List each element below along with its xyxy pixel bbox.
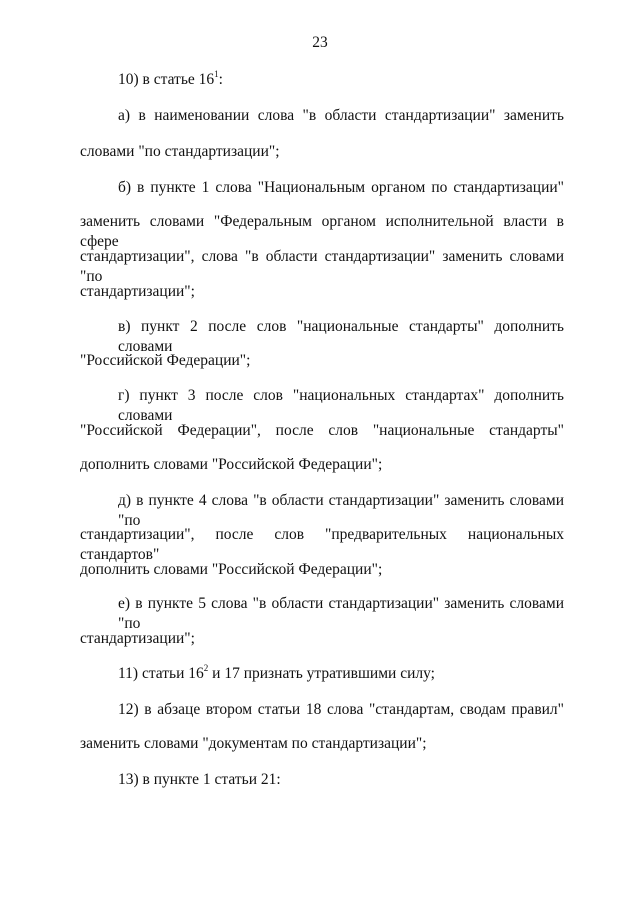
item-11-rest: и 17 признать утратившими силу; (208, 665, 435, 682)
item-10 (118, 70, 223, 90)
subitem-b-line-3: стандартизации", слова "в области стандартизации" заменить словами "по (80, 248, 564, 285)
item-12-line-1: 12) в абзаце втором статьи 18 слова "стандартам, сводам правил" (118, 701, 564, 718)
subitem-d-line-3: дополнить словами "Российской Федерации"; (80, 561, 383, 578)
item-10-colon: : (218, 71, 223, 88)
item-11 (118, 664, 435, 684)
subitem-b-line-4: стандартизации"; (80, 283, 195, 300)
item-10-superscript: 1 (214, 69, 219, 79)
subitem-b-line-1: б) в пункте 1 слова "Национальным органом по стандартизации" (118, 179, 564, 196)
subitem-d-line-2: стандартизации", после слов "предварительных национальных стандартов" (80, 526, 564, 563)
subitem-a-line-2: словами "по стандартизации"; (80, 143, 280, 160)
subitem-e-line-2: стандартизации"; (80, 630, 195, 647)
subitem-g-line-1: г) пункт 3 после слов "национальных стандартах" дополнить словами (118, 387, 564, 424)
subitem-e-line-1: е) в пункте 5 слова "в области стандартизации" заменить словами "по (118, 595, 564, 632)
subitem-a-line-1: а) в наименовании слова "в области стандартизации" заменить (118, 107, 564, 124)
page-number: 23 (312, 34, 328, 51)
item-10-text: 10) в статье 16 (118, 71, 215, 88)
item-11-superscript: 2 (203, 663, 209, 673)
item-12-line-2: заменить словами "документам по стандартизации"; (80, 735, 427, 752)
item-11-text: 11) статьи 16 (118, 665, 204, 682)
subitem-g-line-2: "Российской Федерации", после слов "национальные стандарты" (80, 422, 564, 439)
subitem-v-line-2: "Российской Федерации"; (80, 352, 251, 369)
subitem-v-line-1: в) пункт 2 после слов "национальные стандарты" дополнить словами (118, 318, 564, 355)
item-13: 13) в пункте 1 статьи 21: (118, 771, 281, 788)
subitem-d-line-1: д) в пункте 4 слова "в области стандартизации" заменить словами "по (118, 492, 564, 529)
subitem-g-line-3: дополнить словами "Российской Федерации"; (80, 456, 383, 473)
subitem-b-line-2: заменить словами "Федеральным органом исполнительной власти в сфере (80, 213, 564, 250)
